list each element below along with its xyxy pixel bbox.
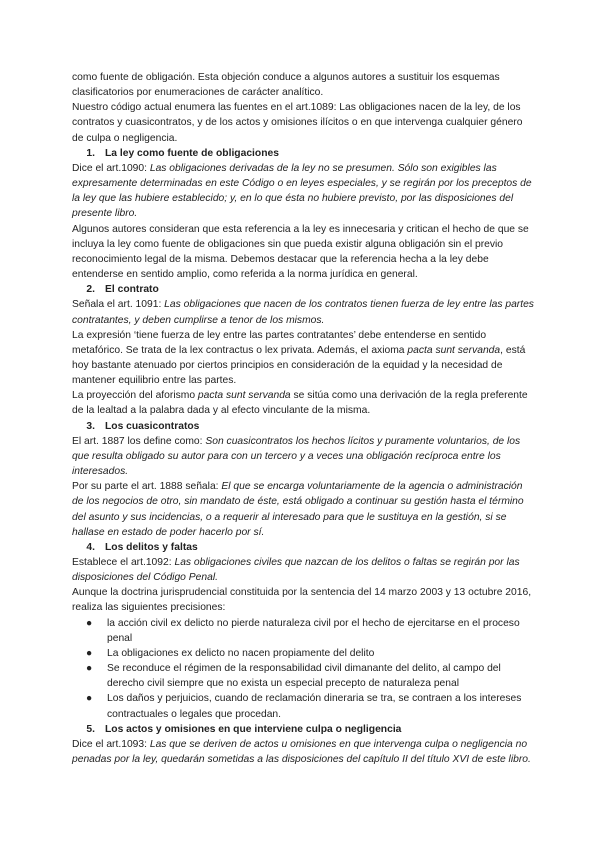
section-5-number: 5.	[86, 723, 95, 735]
section-3-number: 3.	[86, 420, 95, 432]
section-5-heading	[72, 722, 534, 737]
section-1-number: 1.	[86, 147, 95, 159]
section-1-paragraph-1: Dice el art.1090: Las obligaciones derivadas de la ley no se presumen. Sólo son exigibles las expresamente determinadas en este Código o en leyes especiales, y se regirán por los preceptos de la ley que las hubiere establecido; y, en lo que ésta no hubiere previsto, por las disposiciones del presente libro.	[72, 162, 532, 220]
section-1-quote: Las obligaciones derivadas de la ley no se presumen. Sólo son exigibles las expresamente determinadas en este Código o en leyes especiales, y se regirán por los preceptos de la ley que las hubiere establecido; y, en lo que ésta no hubiere previsto, por las disposiciones del presente libro.	[72, 162, 532, 220]
section-2-paragraph-2: La expresión ‘tiene fuerza de ley entre las partes contratantes’ debe entenderse en sentido metafórico. Se trata de la lex contractus o lex privata. Además, el axioma pacta sunt servanda, está hoy bastante atenuado por ciertos principios en consideración de la equidad y la necesidad de mantener equilibrio entre las partes.	[72, 329, 526, 387]
section-3-quote-2: El que se encarga voluntariamente de la agencia o administración de los negocios de otro, sin mandato de éste, está obligado a continuar su gestión hasta el término del asunto y sus incidencias, o a requerir al interesado para que le sustituya en la gestión, si se hallase en estado de poder hacerlo por sí.	[72, 481, 524, 538]
list-item: ● Los daños y perjuicios, cuando de reclamación dineraria se tra, se contraen a los intereses contractuales o legales que procedan.	[86, 693, 522, 720]
document-page	[72, 70, 534, 767]
section-4-bullet-list	[72, 616, 534, 722]
list-item: ● Se reconduce el régimen de la responsabilidad civil dimanante del delito, al campo del derecho civil siempre que no exista un especial precepto de naturaleza penal	[86, 663, 501, 690]
section-4-paragraph-1: Establece el art.1092: Las obligaciones civiles que nazcan de los delitos o faltas se regirán por las disposiciones del Código Penal.	[72, 557, 520, 584]
section-1-title: La ley como fuente de obligaciones	[105, 147, 279, 159]
section-2-number: 2.	[86, 284, 95, 296]
section-2-paragraph-3: La proyección del aforismo pacta sunt servanda se sitúa como una derivación de la regla preferente de la lealtad a la palabra dada y al efecto vinculante de la misma.	[72, 390, 528, 417]
section-4-quote: Las obligaciones civiles que nazcan de los delitos o faltas se regirán por las disposiciones del Código Penal.	[72, 557, 520, 584]
section-1-paragraph-2: Algunos autores consideran que esta referencia a la ley es innecesaria y critican el hecho de que se incluya la ley como fuente de obligaciones sin que pueda existir alguna obligación sin el previo reconocimiento legal de la misma. Debemos destacar que la referencia hecha a la ley debe entenderse en sentido amplio, como referida a la norma jurídica en general.	[72, 223, 529, 281]
section-3-quote-1: Son cuasicontratos los hechos lícitos y puramente voluntarios, de los que resulta obligado su autor para con un tercero y a veces una obligación recíproca entre los interesados.	[72, 435, 521, 478]
section-5-paragraph-1: Dice el art.1093: Las que se deriven de actos u omisiones en que intervenga culpa o negligencia no penadas por la ley, quedarán sometidas a las disposiciones del capítulo II del título XVI de este libro.	[72, 738, 531, 766]
section-2-quote: Las obligaciones que nacen de los contratos tienen fuerza de ley entre las partes contratantes, y deben cumplirse a tenor de los mismos.	[72, 299, 534, 326]
list-item: ● La obligaciones ex delicto no nacen propiamente del delito	[72, 646, 534, 661]
section-4-title: Los delitos y faltas	[105, 541, 198, 553]
section-5-quote: Las que se deriven de actos u omisiones en que intervenga culpa o negligencia no penadas por la ley, quedarán sometidas a las disposiciones del capítulo II del título XVI de este libro.	[72, 738, 531, 766]
section-3-title: Los cuasicontratos	[105, 420, 200, 432]
section-4-paragraph-2: Aunque la doctrina jurisprudencial constituida por la sentencia del 14 marzo 2003 y 13 octubre 2016, realiza las siguientes precisiones:	[72, 587, 532, 614]
intro-paragraph-2: Nuestro código actual enumera las fuentes en el art.1089: Las obligaciones nacen de la ley, de los contratos y cuasicontratos, y de los actos y omisiones ilícitos o en que intervenga cualquier género de culpa o negligencia.	[72, 102, 523, 144]
bullet-icon: ●	[86, 647, 93, 659]
section-2-title: El contrato	[105, 284, 159, 296]
section-2-heading	[72, 282, 534, 297]
section-3-heading	[72, 419, 534, 434]
section-5-title: Los actos y omisiones en que interviene culpa o negligencia	[105, 723, 402, 735]
section-4-heading	[72, 540, 534, 555]
list-item: ● la acción civil ex delicto no pierde naturaleza civil por el hecho de ejercitarse en el proceso penal	[86, 617, 520, 644]
intro-paragraph-1: como fuente de obligación. Esta objeción conduce a algunos autores a sustituir los esquemas clasificatorios por enumeraciones de carácter analítico.	[72, 72, 500, 99]
bullet-icon: ●	[86, 693, 93, 705]
bullet-icon: ●	[86, 663, 93, 675]
section-4-number: 4.	[86, 541, 95, 553]
section-3-paragraph-2: Por su parte el art. 1888 señala: El que se encarga voluntariamente de la agencia o administración de los negocios de otro, sin mandato de éste, está obligado a continuar su gestión hasta el término del asunto y sus incidencias, o a requerir al interesado para que le sustituya en la gestión, si se hallase en estado de poder hacerlo por sí.	[72, 481, 524, 538]
section-3-paragraph-1: El art. 1887 los define como: Son cuasicontratos los hechos lícitos y puramente voluntarios, de los que resulta obligado su autor para con un tercero y a veces una obligación recíproca entre los interesados.	[72, 435, 521, 478]
section-2-paragraph-1: Señala el art. 1091: Las obligaciones que nacen de los contratos tienen fuerza de ley entre las partes contratantes, y deben cumplirse a tenor de los mismos.	[72, 299, 534, 326]
section-1-heading	[72, 146, 534, 161]
bullet-icon: ●	[86, 617, 93, 629]
